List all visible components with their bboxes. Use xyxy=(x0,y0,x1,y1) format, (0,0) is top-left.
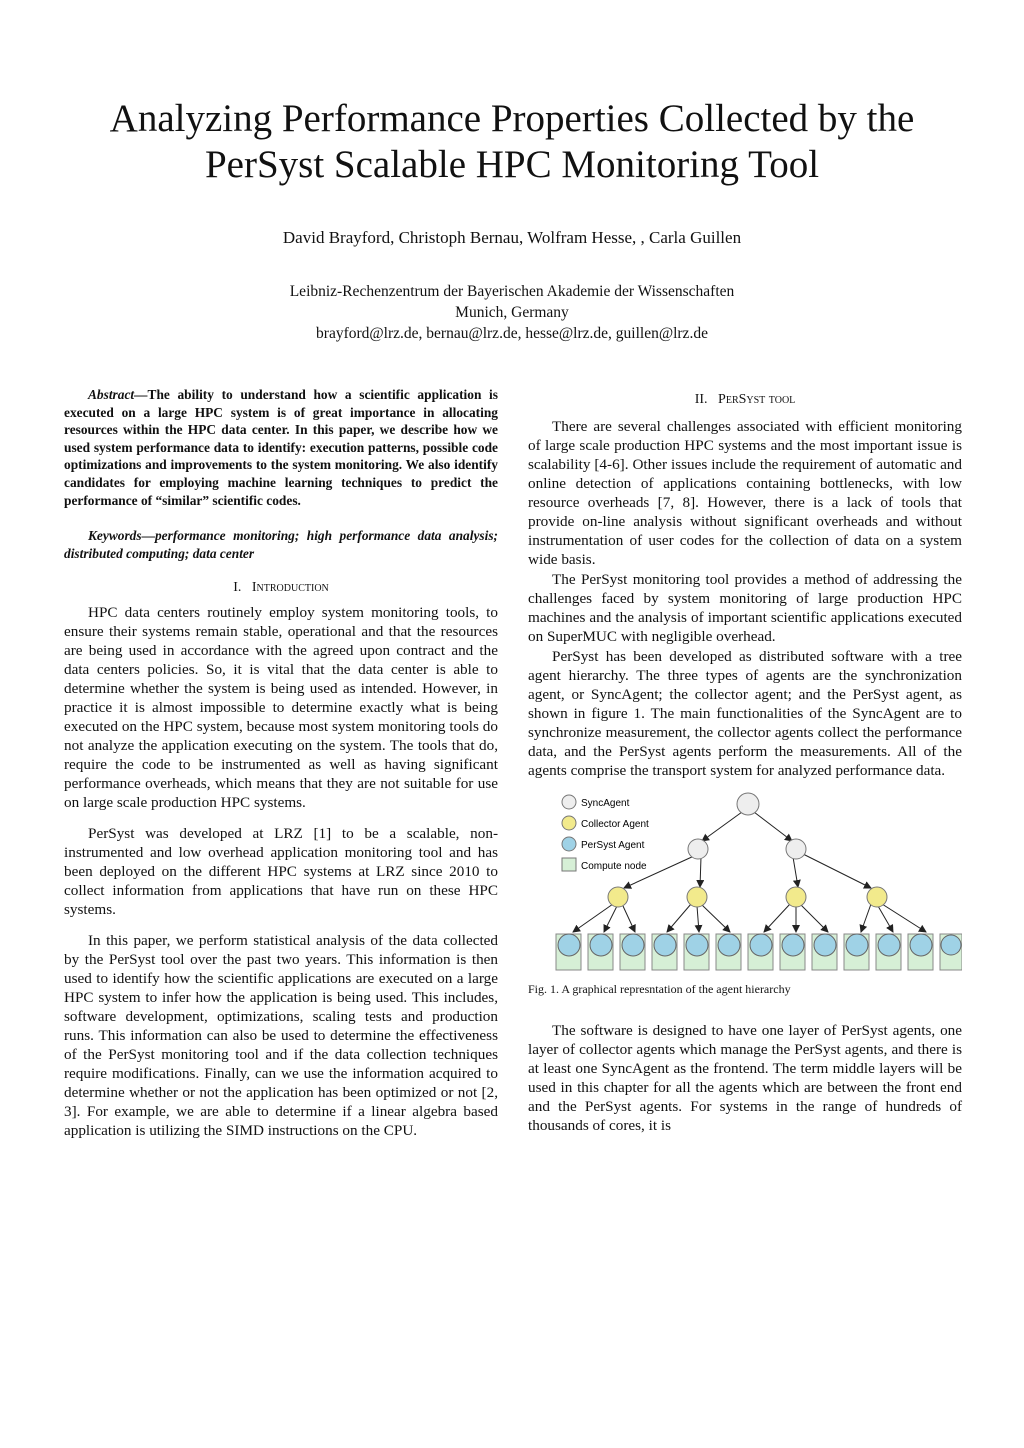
collector-agent-node xyxy=(867,887,887,907)
body-paragraph: HPC data centers routinely employ system monitoring tools, to ensure their systems remain stable, operational and that the resources are being used in accordance with the agreed upon contract and the data centers policies. So, it is vital that the data center is able to determine whether the system is being used as intended. However, in practice it is almost impossible to determine exactly what is being executed on the HPC system, because most system monitoring tools do not analyze the application executing on the system. The tools that do, require the code to be instrumented as well as having significant performance overheads, which means that they are not suitable for use on large scale production HPC systems. xyxy=(64,604,498,812)
persyst-agent-node xyxy=(654,934,676,956)
collector-agent-node xyxy=(608,887,628,907)
legend-syncagent-label: SyncAgent xyxy=(581,798,630,809)
hierarchy-edges xyxy=(573,812,926,932)
legend-syncagent-swatch xyxy=(562,795,576,809)
section-number: I. xyxy=(233,580,242,596)
abstract xyxy=(64,386,498,509)
agent-hierarchy-figure xyxy=(528,786,962,976)
section-title: PerSyst tool xyxy=(718,392,796,407)
body-paragraph: The software is designed to have one layer of PerSyst agents, one layer of collector agents which manage the PerSyst agents, and there is at least one SyncAgent as the frontend. The term middle layers will be used in this chapter for all the agents which are between the front end and the PerSyst agents. For systems in the range of hundreds of thousands of cores, it is xyxy=(528,1022,962,1134)
persyst-agent-node xyxy=(846,934,868,956)
body-paragraph: In this paper, we perform statistical analysis of the data collected by the PerSyst tool over the past two years. This information is then used to identify how the scientific applications are executed on a large HPC system to infer how the application is being used. This includes, software development, optimizations, scaling tests and production runs. This information can also be used to determine the effectiveness of the PerSyst monitoring tool and if the data collection techniques require modifications. Finally, can we use the information acquired to determine whether or not the application has been optimized or not [2, 3]. For example, we are able to determine if a linear algebra based application is utilizing the SIMD instructions on the CPU. xyxy=(64,932,498,1140)
abstract-text: The ability to understand how a scientific application is executed on a large HPC system is of great importance in allocating resources within the HPC data center. In this paper, we describe how we used system performance data to identify: execution patterns, possible code optimizations and improvements to the system monitoring. We also identify candidates for employing machine learning techniques to predict the performance of “similar” scientific codes. xyxy=(64,387,498,508)
right-column xyxy=(528,390,962,1143)
legend-collector-swatch xyxy=(562,816,576,830)
author-list: David Brayford, Christoph Bernau, Wolfram Hesse, , Carla Guillen xyxy=(282,228,742,247)
collector-agent-node xyxy=(687,887,707,907)
persyst-agent-node xyxy=(558,934,580,956)
affiliation: Leibniz-Rechenzentrum der Bayerischen Akademie der Wissenschaften xyxy=(289,283,735,300)
body-paragraph: There are several challenges associated with efficient monitoring of large scale production HPC systems and the most important issue is scalability [4-6]. Other issues include the requirement of automatic and online detection of applications containing bottlenecks, with low resource overheads [7, 8]. However, there is a lack of tools that provide on-line analysis without significant overheads and without instrumentation of user codes for the collection of data on a system wide basis. xyxy=(528,418,962,568)
sync-agent-root-node xyxy=(737,793,759,815)
body-paragraph: The PerSyst monitoring tool provides a method of addressing the challenges faced by system monitoring of large production HPC machines and the analysis of important scientific applications executed on SuperMUC with negligible overhead. xyxy=(528,571,962,645)
persyst-agent-node xyxy=(910,934,932,956)
abstract-lead: Abstract— xyxy=(88,387,148,402)
persyst-agent-node xyxy=(686,934,708,956)
legend-collector-label: Collector Agent xyxy=(581,819,649,830)
persyst-agent-node xyxy=(590,934,612,956)
persyst-agent-node xyxy=(622,934,644,956)
collector-agent-node xyxy=(786,887,806,907)
persyst-agent-node xyxy=(878,934,900,956)
persyst-agent-node xyxy=(814,934,836,956)
paper-title: Analyzing Performance Properties Collected by the PerSyst Scalable HPC Monitoring Tool xyxy=(109,97,915,186)
location: Munich, Germany xyxy=(455,304,569,321)
section-heading-introduction xyxy=(64,578,498,597)
legend-compute-label: Compute node xyxy=(581,861,647,872)
persyst-agent-node xyxy=(941,935,961,955)
left-column xyxy=(64,386,498,1148)
sync-agent-node xyxy=(688,839,708,859)
legend-persyst-swatch xyxy=(562,837,576,851)
affiliation-block xyxy=(60,281,964,344)
section-number: II. xyxy=(694,392,708,407)
legend-persyst-label: PerSyst Agent xyxy=(581,840,645,851)
agent-hierarchy-diagram xyxy=(528,786,962,976)
keywords-text: performance monitoring; high performance data analysis; distributed computing; data center xyxy=(64,528,498,561)
keywords xyxy=(64,527,498,562)
author-emails: brayford@lrz.de, bernau@lrz.de, hesse@lrz.de, guillen@lrz.de xyxy=(316,325,708,342)
sync-agents xyxy=(688,793,806,859)
sync-agent-node xyxy=(786,839,806,859)
figure-legend xyxy=(562,795,649,872)
section-heading-persyst xyxy=(528,390,962,409)
persyst-agent-node xyxy=(750,934,772,956)
body-paragraph: PerSyst was developed at LRZ [1] to be a scalable, non-instrumented and low overhead application monitoring tool and has been deployed on the different HPC systems at LRZ since 2010 to collect information from applications that have run on these HPC systems. xyxy=(64,825,498,919)
keywords-lead: Keywords— xyxy=(88,528,155,544)
persyst-agent-node xyxy=(718,934,740,956)
legend-compute-swatch xyxy=(562,858,576,871)
figure-caption: Fig. 1. A graphical represntation of the agent hierarchy xyxy=(528,982,791,996)
collector-agents xyxy=(608,887,887,907)
persyst-agent-node xyxy=(782,934,804,956)
section-title: Introduction xyxy=(251,580,329,596)
body-paragraph: PerSyst has been developed as distributed software with a tree agent hierarchy. The three types of agents are the synchronization agent, or SyncAgent; the collector agent; and the PerSyst agent, as shown in figure 1. The main functionalities of the SyncAgent are to synchronize measurement, the collector agents collect the performance data, and the PerSyst agents perform the measurements. All of the agents comprise the transport system for analyzed performance data. xyxy=(528,648,962,779)
